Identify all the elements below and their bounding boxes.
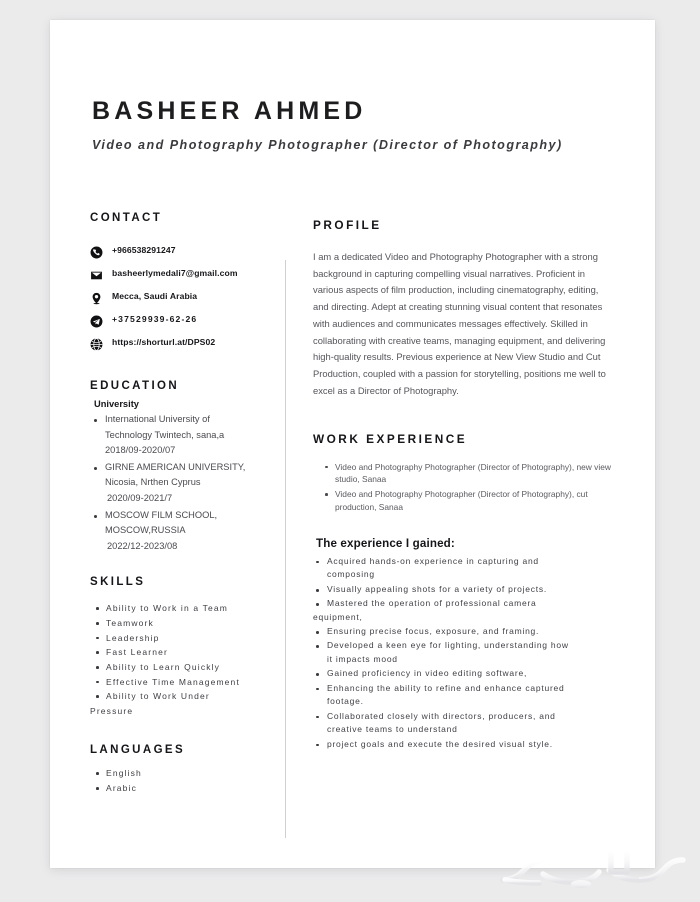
gained-item <box>313 583 613 597</box>
work-experience-item: Video and Photography Photographer (Director of Photography), cut production, Sanaa <box>323 488 613 514</box>
skill-item <box>90 631 290 646</box>
gained-text: Enhancing the ability to refine and enhance captured <box>327 682 565 693</box>
skill-item <box>90 616 290 631</box>
contact-value: Mecca, Saudi Arabia <box>112 291 198 301</box>
contact-row[interactable] <box>90 337 290 351</box>
skill-item <box>90 645 290 660</box>
gained-text: Collaborated closely with directors, producers, and <box>327 710 556 721</box>
skill-item <box>90 601 290 616</box>
work-experience-heading: WORK EXPERIENCE <box>313 431 468 446</box>
languages-list <box>90 766 290 796</box>
education-line: GIRNE AMERICAN UNIVERSITY, <box>105 461 246 472</box>
profile-heading: PROFILE <box>313 218 382 232</box>
education-line: International University of <box>105 414 210 424</box>
skill-label-continued: Pressure <box>90 705 134 716</box>
envelope-icon <box>90 269 103 282</box>
contact-value: https://shorturl.at/DPS02 <box>112 337 216 347</box>
education-line: 2020/09-2021/7 <box>107 493 173 504</box>
gained-section <box>313 537 613 752</box>
skill-label: Ability to Work in a Team <box>106 603 228 614</box>
resume-header <box>92 98 612 155</box>
contact-row[interactable] <box>90 291 290 305</box>
gained-text-continued: composing <box>327 569 375 580</box>
skill-label: Effective Time Management <box>106 676 240 687</box>
work-experience-section <box>313 432 613 514</box>
skill-item <box>90 675 290 690</box>
gained-text: Gained proficiency in video editing software, <box>327 668 528 679</box>
gained-item <box>313 625 613 639</box>
skills-list <box>90 601 290 718</box>
profile-body <box>313 249 613 400</box>
education-line: 2022/12-2023/08 <box>107 540 178 551</box>
skill-label: Teamwork <box>106 618 154 629</box>
telegram-icon <box>90 315 103 328</box>
languages-section <box>90 744 290 796</box>
contact-list <box>90 245 290 351</box>
language-item: English <box>90 766 290 781</box>
resume-page <box>50 20 655 868</box>
work-experience-list <box>313 461 613 514</box>
contact-value: +37529939-62-26 <box>112 314 198 324</box>
work-experience-item: Video and Photography Photographer (Director of Photography), new view studio, Sanaa <box>323 461 613 487</box>
contact-value: basheerlymedali7@gmail.com <box>112 268 238 278</box>
gained-item <box>313 710 613 738</box>
right-column <box>313 218 613 752</box>
gained-text-continued: equipment, <box>313 611 363 622</box>
gained-text: Developed a keen eye for lighting, understanding how <box>327 640 569 651</box>
skill-label: Leadership <box>106 632 160 643</box>
skill-item <box>90 689 290 718</box>
contact-value: +966538291247 <box>112 245 176 255</box>
gained-item <box>313 639 613 667</box>
education-line: 2018/09-2020/07 <box>105 445 176 456</box>
contact-row[interactable] <box>90 245 290 259</box>
skill-label: Ability to Work Under <box>106 691 210 702</box>
globe-icon <box>90 338 103 351</box>
candidate-role: Video and Photography Photographer (Director of Photography) <box>92 137 563 152</box>
language-item: Arabic <box>90 781 290 796</box>
gained-text-continued: it impacts mood <box>327 654 398 665</box>
gained-item <box>313 667 613 681</box>
phone-icon <box>90 246 103 259</box>
gained-text-continued: creative teams to understand <box>327 724 458 735</box>
gained-text: Mastered the operation of professional camera <box>327 597 537 608</box>
gained-item <box>313 597 613 625</box>
skills-section <box>90 576 290 718</box>
profile-section <box>313 218 613 400</box>
gained-list <box>313 555 613 752</box>
profile-text: I am a dedicated Video and Photography Photographer with a strong background in capturing compelling visual narratives. Proficient in various aspects of film production, including cinematography, editing, and directing. Adept at creating stunning visual content that resonates with audiences and communicates messages effectively. Skilled in collaborating with creative teams, managing equipment, and delivering high-quality results. Previous experience at New View Studio and Cut Production, coupled with a passion for storytelling, positions me well to excel as a Director of Photography. <box>313 251 606 396</box>
gained-item <box>313 682 613 710</box>
education-line: Nicosia, Nrthen Cyprus <box>105 477 201 488</box>
education-entry <box>90 412 290 459</box>
languages-heading: LANGUAGES <box>90 744 186 757</box>
skill-label: Ability to Learn Quickly <box>106 661 221 672</box>
education-line: MOSCOW FILM SCHOOL, <box>105 509 218 520</box>
skill-item <box>90 660 290 675</box>
gained-text: Acquired hands-on experience in capturing and <box>327 555 539 566</box>
contact-row[interactable] <box>90 268 290 282</box>
education-line: MOSCOW,RUSSIA <box>105 525 186 536</box>
skills-heading: SKILLS <box>90 576 146 589</box>
contact-section <box>90 212 290 351</box>
education-subheading: University <box>94 399 139 409</box>
contact-heading: CONTACT <box>90 212 163 224</box>
education-line: Technology Twintech, sana,a <box>105 429 225 440</box>
gained-text-continued: footage. <box>327 696 364 707</box>
skill-label: Fast Learner <box>106 647 168 658</box>
gained-text: project goals and execute the desired visual style. <box>327 738 553 749</box>
gained-item <box>313 738 613 752</box>
candidate-name: BASHEER AHMED <box>92 97 367 125</box>
location-pin-icon <box>90 292 103 305</box>
education-entry <box>90 508 290 555</box>
left-column <box>90 212 290 796</box>
education-heading: EDUCATION <box>90 380 180 392</box>
gained-heading: The experience I gained: <box>316 536 455 550</box>
contact-row[interactable] <box>90 314 290 328</box>
education-entry <box>90 460 290 507</box>
education-section <box>90 380 290 554</box>
gained-item <box>313 555 613 583</box>
gained-text: Ensuring precise focus, exposure, and framing. <box>327 626 540 636</box>
education-list <box>90 412 290 554</box>
gained-text: Visually appealing shots for a variety of projects. <box>327 583 547 594</box>
